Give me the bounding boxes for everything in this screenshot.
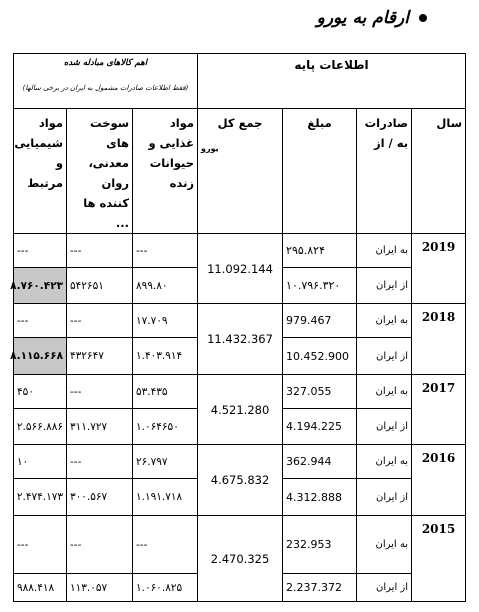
amount-to-cell: 232.953 — [283, 516, 357, 574]
total-cell: 4.675.832 — [198, 445, 283, 516]
table-row — [14, 234, 466, 268]
header-base-info: اطلاعات پایه — [198, 54, 466, 109]
col-total-label: جمع کل — [217, 116, 263, 130]
amount-to-cell: ۲۹۵.۸۲۴ — [283, 234, 357, 268]
direction-to-cell: به ایران — [357, 304, 412, 338]
chem-to-cell: --- — [14, 234, 67, 268]
col-direction-header: صادرات به / از — [357, 109, 412, 234]
col-food-header: مواد غذایی و حیوانات زنده — [133, 109, 198, 234]
col-year-header: سال — [412, 109, 466, 234]
total-cell: 2.470.325 — [198, 516, 283, 602]
fuel-to-cell: --- — [67, 234, 133, 268]
fuel-from-cell: ۴۳۲۶۴۷ — [67, 338, 133, 375]
chem-from-cell: ۸.۱۱۵.۶۶۸ — [14, 338, 67, 375]
direction-to-cell: به ایران — [357, 375, 412, 409]
food-from-cell: ۱.۴۰۳.۹۱۴ — [133, 338, 198, 375]
year-cell: 2015 — [412, 516, 466, 602]
fuel-from-cell: ۳۱۱.۷۲۷ — [67, 409, 133, 445]
direction-from-cell: از ایران — [357, 338, 412, 375]
total-cell: 4.521.280 — [198, 375, 283, 445]
year-cell: 2016 — [412, 445, 466, 516]
chem-to-cell: ۱۰ — [14, 445, 67, 479]
amount-to-cell: 327.055 — [283, 375, 357, 409]
direction-to-cell: به ایران — [357, 234, 412, 268]
fuel-from-cell: ۳۰۰.۵۶۷ — [67, 479, 133, 516]
col-amount-header: مبلغ — [283, 109, 357, 234]
food-to-cell: ۱۷.۷۰۹ — [133, 304, 198, 338]
fuel-to-cell: --- — [67, 516, 133, 574]
col-total-header — [198, 109, 283, 234]
amount-to-cell: 979.467 — [283, 304, 357, 338]
col-fuel-header: سوخت های معدنی، روان کننده ها ... — [67, 109, 133, 234]
chem-from-cell: ۹۸۸.۴۱۸ — [14, 574, 67, 602]
direction-from-cell: از ایران — [357, 409, 412, 445]
direction-from-cell: از ایران — [357, 574, 412, 602]
page-heading — [317, 8, 427, 28]
amount-to-cell: 362.944 — [283, 445, 357, 479]
chem-from-cell: ۸.۷۶۰.۴۲۳ — [14, 268, 67, 304]
header-goods — [14, 54, 198, 109]
heading-title: ارقام به یورو — [316, 8, 409, 28]
year-cell: 2017 — [412, 375, 466, 445]
food-from-cell: ۸۹۹.۸۰ — [133, 268, 198, 304]
chem-from-cell: ۲.۵۶۶.۸۸۶ — [14, 409, 67, 445]
food-from-cell: ۱.۰۶۴۶۵۰ — [133, 409, 198, 445]
food-from-cell: ۱.۰۶۰.۸۲۵ — [133, 574, 198, 602]
col-total-unit: یورو — [201, 144, 219, 153]
food-to-cell: --- — [133, 516, 198, 574]
fuel-to-cell: --- — [67, 445, 133, 479]
header-goods-note: (فقط اطلاعات صادرات مشمول به ایران در برخی سالها) — [22, 84, 189, 92]
table-row — [14, 375, 466, 409]
total-cell: 11.092.144 — [198, 234, 283, 304]
amount-from-cell: 10.452.900 — [283, 338, 357, 375]
chem-to-cell: ۴۵۰ — [14, 375, 67, 409]
food-to-cell: ۵۳.۴۳۵ — [133, 375, 198, 409]
amount-from-cell: 4.194.225 — [283, 409, 357, 445]
col-chem-header: مواد شیمیایی و مرتبط — [14, 109, 67, 234]
chem-to-cell: --- — [14, 304, 67, 338]
year-cell: 2019 — [412, 234, 466, 304]
fuel-to-cell: --- — [67, 375, 133, 409]
direction-from-cell: از ایران — [357, 268, 412, 304]
amount-from-cell: ۱۰.۷۹۶.۳۲۰ — [283, 268, 357, 304]
amount-from-cell: 4.312.888 — [283, 479, 357, 516]
table-row — [14, 445, 466, 479]
food-from-cell: ۱.۱۹۱.۷۱۸ — [133, 479, 198, 516]
food-to-cell: --- — [133, 234, 198, 268]
fuel-to-cell: --- — [67, 304, 133, 338]
header-goods-title: اهم کالاهای مبادله شده — [63, 58, 148, 68]
table-row — [14, 516, 466, 574]
chem-to-cell: --- — [14, 516, 67, 574]
direction-to-cell: به ایران — [357, 445, 412, 479]
amount-from-cell: 2.237.372 — [283, 574, 357, 602]
trade-table — [10, 53, 466, 602]
chem-from-cell: ۲.۴۷۴.۱۷۳ — [14, 479, 67, 516]
fuel-from-cell: ۵۴۲۶۵۱ — [67, 268, 133, 304]
direction-to-cell: به ایران — [357, 516, 412, 574]
bullet-icon — [419, 14, 427, 22]
food-to-cell: ۲۶.۷۹۷ — [133, 445, 198, 479]
direction-from-cell: از ایران — [357, 479, 412, 516]
total-cell: 11.432.367 — [198, 304, 283, 375]
table-row — [14, 304, 466, 338]
year-cell: 2018 — [412, 304, 466, 375]
fuel-from-cell: ۱۱۳.۰۵۷ — [67, 574, 133, 602]
